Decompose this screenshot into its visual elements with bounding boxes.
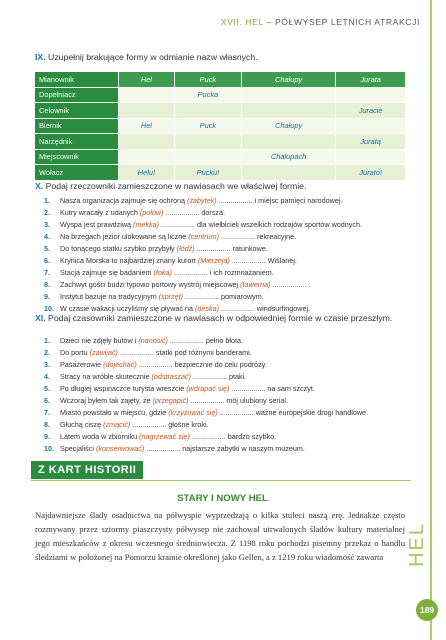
item-continuation: ................. ratunkowe.	[194, 243, 268, 253]
form-cell: Jurata	[336, 72, 406, 88]
item-text: Do portu	[60, 347, 90, 357]
item-continuation: ................. najstarsze zabytki w naszym muzeum.	[144, 443, 305, 453]
declension-table	[34, 71, 406, 181]
table-row	[35, 103, 406, 119]
item-continuation: ................. .	[270, 279, 311, 289]
list-item	[44, 292, 406, 303]
list-item	[44, 420, 406, 431]
item-continuation: ................. na sam szczyt.	[229, 383, 315, 393]
item-hint: (mekka)	[133, 219, 160, 229]
list-item	[44, 268, 406, 279]
list-item	[44, 396, 406, 407]
table-row	[35, 72, 406, 88]
story-text: Najdawniejsze ślady osadnictwa na półwyspie wyprzedzają o kilka stuleci naszą erę. Jednakże często rozmywany przez sztormy piaszczysty półwysep nie zachował utrwalonych śladów kultury materialnej jego mieszkańców z okresu wczesnego średniowiecza. Z 1198 roku pochodzi pisemny przekaz o handlu śledziami w położonej na Pomorzu krainie określonej jako Gellen, a z 1219 roku wiadomość zawarta	[35, 510, 405, 563]
list-item	[44, 408, 406, 419]
list-item	[44, 244, 406, 255]
case-name-cell: Mianownik	[35, 72, 119, 88]
case-name-cell: Celownik	[35, 103, 119, 119]
form-cell	[241, 134, 335, 150]
item-text: Specjaliści	[60, 443, 96, 453]
form-cell	[241, 103, 335, 119]
form-cell: Chałupy	[241, 72, 335, 88]
item-hint: (deska)	[195, 303, 219, 313]
form-cell: Jurato!	[336, 165, 406, 181]
item-text: Głuchą ciszę	[60, 419, 104, 429]
item-continuation: ................. bardzo szybko.	[189, 431, 277, 441]
list-item	[44, 232, 406, 243]
exercise-title: Uzupełnij brakujące formy w odmianie nazw własnych.	[48, 52, 258, 62]
item-hint: (centrum)	[188, 231, 220, 241]
item-continuation: ................. rekreacyjne.	[219, 231, 297, 241]
item-number: 2.	[44, 347, 50, 357]
item-text: Zachwyt gości budzi typowo portowy wystrój miejscowej	[60, 279, 241, 289]
item-hint: (zmącić)	[103, 419, 131, 429]
item-number: 8.	[44, 279, 50, 289]
item-hint: (Mierzeja)	[197, 255, 230, 265]
list-item	[44, 256, 406, 267]
item-hint: (zawijać)	[89, 347, 118, 357]
list-item	[44, 220, 406, 231]
case-name-cell: Dopełniacz	[35, 87, 119, 103]
form-cell: Hel	[119, 72, 175, 88]
item-hint: (zabytek)	[187, 196, 217, 205]
item-number: 5.	[44, 383, 50, 393]
item-text: Do tonącego statku szybko przybyły	[60, 243, 177, 253]
right-margin-rule	[430, 0, 432, 640]
form-cell	[241, 87, 335, 103]
item-text: Instytut bazuje na tradycyjnym	[60, 291, 159, 301]
item-hint: (wdrapać się)	[186, 383, 230, 393]
item-continuation: ................. głośne kroki.	[130, 419, 209, 429]
list-item	[44, 444, 406, 455]
form-cell	[119, 87, 175, 103]
item-number: 3.	[44, 359, 50, 369]
form-cell	[119, 149, 175, 165]
item-text: Wczoraj byłem tak zajęty, że	[60, 395, 153, 405]
item-number: 6.	[44, 255, 50, 265]
item-text: W czasie wakacji uczyliśmy się pływać na	[60, 303, 196, 313]
list-item	[44, 432, 406, 443]
item-number: 9.	[44, 291, 50, 301]
item-continuation: ................. i miejsc pamięci narodowej.	[216, 196, 343, 205]
exercise-10-list	[44, 196, 406, 316]
item-continuation: ................. Wiślanej.	[229, 255, 297, 265]
item-hint: (nagrzewać się)	[139, 431, 190, 441]
item-continuation: ................. bezpiecznie do celu podróży.	[136, 359, 267, 369]
item-continuation: ................. dorsza.	[163, 207, 225, 217]
header-chapter: XVII. HEL	[220, 17, 264, 27]
item-continuation: ................. pomiarowym.	[183, 291, 264, 301]
table-row	[35, 165, 406, 181]
item-number: 9.	[44, 431, 50, 441]
item-continuation: ................. dla wielbicieli wszelkich rodzajów sportów wodnych.	[159, 219, 362, 229]
item-hint: (przegapić)	[152, 395, 189, 405]
table-row	[35, 87, 406, 103]
item-text: Latem woda w zbiorniku	[60, 431, 140, 441]
item-hint: (konserwować)	[95, 443, 145, 453]
exercise-11-heading	[35, 313, 405, 324]
item-text: Po długiej wspinaczce turysta wreszcie	[60, 383, 187, 393]
item-hint: (dojechać)	[103, 359, 137, 369]
item-number: 7.	[44, 267, 50, 277]
form-cell: Chałupach	[241, 149, 335, 165]
item-text: Dzieci nie zdjęły butów i	[60, 336, 139, 345]
item-text: Miasto powstało w miejscu, gdzie	[60, 407, 169, 417]
case-name-cell: Narzędnik	[35, 134, 119, 150]
item-text: Pasażerowie	[60, 359, 104, 369]
list-item	[44, 208, 406, 219]
exercise-11-list	[44, 336, 406, 456]
table-row	[35, 134, 406, 150]
item-number: 6.	[44, 395, 50, 405]
case-name-cell: Wołacz	[35, 165, 119, 181]
item-hint: (foka)	[153, 267, 172, 277]
table-row	[35, 149, 406, 165]
item-number: 10.	[44, 443, 54, 453]
header-title: – PÓŁWYSEP LETNICH ATRAKCJI	[263, 17, 420, 27]
item-hint: (nanosić)	[138, 336, 168, 345]
item-text: Na brzegach jezior ulokowane są liczne	[60, 231, 189, 241]
form-cell: Juracie	[336, 103, 406, 119]
item-text: Stacja zajmuje się badaniem	[60, 267, 154, 277]
side-chapter-label: HEL	[406, 522, 428, 567]
form-cell: Helu!	[119, 165, 175, 181]
list-item	[44, 280, 406, 291]
item-number: 5.	[44, 243, 50, 253]
item-text: Stracy na wróble skutecznie	[60, 371, 152, 381]
item-continuation: ................. statki pod różnymi banderami.	[117, 347, 252, 357]
form-cell: Puck	[174, 118, 241, 134]
list-item	[44, 384, 406, 395]
exercise-title: Podaj rzeczowniki zamieszczone w nawiasach we właściwej formie.	[45, 181, 307, 191]
section-banner: Z KART HISTORII	[31, 461, 143, 479]
page-number: 189	[416, 599, 438, 621]
form-cell	[174, 134, 241, 150]
item-continuation: ................. mój ulubiony serial.	[188, 395, 288, 405]
item-number: 4.	[44, 371, 50, 381]
item-number: 3.	[44, 219, 50, 229]
item-hint: (połów)	[139, 207, 164, 217]
case-name-cell: Biernik	[35, 118, 119, 134]
item-hint: (krzyżować się)	[168, 407, 218, 417]
item-number: 1.	[44, 196, 50, 205]
item-hint: (odstraszać)	[151, 371, 192, 381]
form-cell	[336, 118, 406, 134]
exercise-number: X.	[35, 181, 44, 191]
case-name-cell: Miejscownik	[35, 149, 119, 165]
form-cell	[336, 87, 406, 103]
exercise-9-heading	[35, 52, 258, 62]
exercise-title: Podaj czasowniki zamieszczone w nawiasach w odpowiedniej formie w czasie przeszłym.	[48, 313, 393, 323]
story-title: STARY I NOWY HEL	[177, 493, 268, 504]
item-continuation: ................. ptaki.	[191, 371, 247, 381]
form-cell	[174, 103, 241, 119]
table-row	[35, 118, 406, 134]
item-text: Krynica Morska to najbardziej znany kurort	[60, 255, 198, 265]
item-hint: (łódź)	[176, 243, 195, 253]
form-cell: Hel	[119, 118, 175, 134]
form-cell: Chałupy	[241, 118, 335, 134]
item-continuation: ................. windsurfingowej.	[218, 303, 311, 313]
form-cell	[241, 165, 335, 181]
item-continuation: ................. ważne europejskie drogi handlowe.	[217, 407, 369, 417]
exercise-10-heading	[35, 181, 306, 191]
list-item	[44, 196, 406, 207]
item-continuation: ................. pełno błota.	[167, 336, 243, 345]
item-number: 10.	[44, 303, 54, 313]
item-text: Nasza organizacja zajmuje się ochroną	[60, 196, 188, 205]
item-continuation: ................. i ich rozmnażaniem.	[171, 267, 274, 277]
exercise-number: XI.	[35, 313, 46, 323]
form-cell	[119, 134, 175, 150]
item-text: Kutry wracały z udanych	[60, 207, 140, 217]
item-text: Wyspa jest prawdziwą	[60, 219, 134, 229]
item-number: 7.	[44, 407, 50, 417]
list-item	[44, 348, 406, 359]
banner-rule	[31, 480, 411, 481]
form-cell	[119, 103, 175, 119]
form-cell	[336, 149, 406, 165]
list-item	[44, 372, 406, 383]
item-number: 1.	[44, 336, 50, 345]
item-number: 8.	[44, 419, 50, 429]
form-cell: Pucka	[174, 87, 241, 103]
item-hint: (sprzęt)	[158, 291, 184, 301]
item-hint: (tawerna)	[240, 279, 271, 289]
form-cell	[174, 149, 241, 165]
form-cell: Pucku!	[174, 165, 241, 181]
item-number: 2.	[44, 207, 50, 217]
exercise-number: IX.	[35, 52, 46, 62]
form-cell: Puck	[174, 72, 241, 88]
item-number: 4.	[44, 231, 50, 241]
list-item	[44, 336, 406, 347]
running-header	[221, 17, 420, 27]
form-cell: Juratą	[336, 134, 406, 150]
list-item	[44, 360, 406, 371]
